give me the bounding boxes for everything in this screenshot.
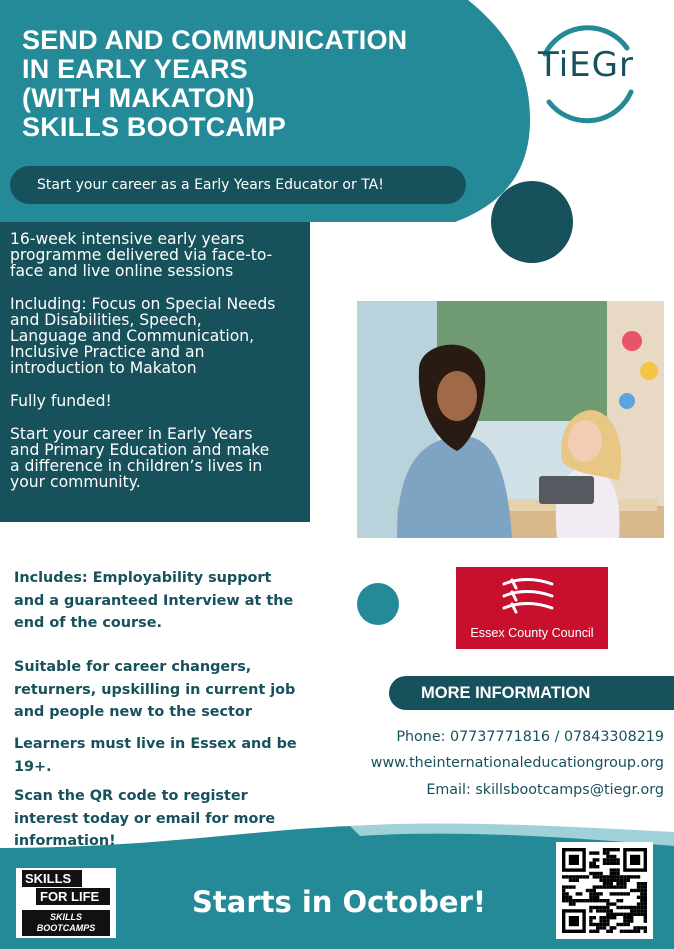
info-line: Start your career in Early Years: [10, 425, 253, 443]
eligibility-text: [14, 733, 314, 778]
text-line: Learners must live in Essex and be: [14, 736, 297, 752]
badge-line: BOOTCAMPS: [36, 923, 96, 933]
register-text: [14, 785, 314, 853]
qr-code-container[interactable]: [556, 842, 653, 939]
info-paragraph: [10, 231, 310, 279]
title-line: SKILLS BOOTCAMP: [22, 112, 286, 142]
info-line: 16-week intensive early years: [10, 230, 245, 248]
title-line: (WITH MAKATON): [22, 83, 255, 113]
badge-line: SKILLS: [49, 912, 82, 922]
page-title: [22, 26, 462, 142]
info-line: your community.: [10, 473, 141, 491]
badge-line: SKILLS: [22, 870, 82, 887]
start-date-banner: Starts in October!: [192, 885, 487, 919]
badge-subtext: [22, 910, 110, 936]
more-information-heading: MORE INFORMATION: [389, 676, 674, 710]
email-link[interactable]: Email: skillsbootcamps@tiegr.org: [426, 782, 664, 798]
info-line: introduction to Makaton: [10, 359, 197, 377]
tiegr-logo-text: TiEGr: [538, 45, 634, 85]
title-line: IN EARLY YEARS: [22, 54, 248, 84]
phone-numbers[interactable]: Phone: 07737771816 / 07843308219: [396, 729, 664, 745]
skills-for-life-badge: [16, 868, 116, 938]
info-line: Fully funded!: [10, 392, 112, 410]
badge-line: FOR LIFE: [36, 888, 110, 905]
info-line: and Disabilities, Speech,: [10, 311, 202, 329]
website-link[interactable]: www.theinternationaleducationgroup.org: [370, 755, 664, 771]
text-line: Scan the QR code to register: [14, 788, 248, 804]
decorative-circle: [357, 583, 399, 625]
text-line: Suitable for career changers,: [14, 659, 252, 675]
text-line: information!: [14, 833, 116, 849]
text-line: end of the course.: [14, 615, 162, 631]
info-paragraph: [10, 426, 310, 490]
info-line: a difference in children’s lives in: [10, 457, 263, 475]
info-line: face and live online sessions: [10, 262, 234, 280]
text-line: and people new to the sector: [14, 704, 252, 720]
essex-county-council-crest-icon: [496, 574, 568, 622]
text-line: interest today or email for more: [14, 810, 276, 827]
text-line: 19+.: [14, 758, 52, 775]
text-line: Includes: Employability support: [14, 570, 272, 586]
text-line: returners, upskilling in current job: [14, 681, 296, 698]
tagline-banner: Start your career as a Early Years Educator or TA!: [10, 166, 466, 204]
info-line: Including: Focus on Special Needs: [10, 295, 276, 313]
info-line: and Primary Education and make: [10, 441, 270, 459]
qr-code-icon[interactable]: [562, 848, 647, 933]
employability-text: [14, 567, 314, 635]
programme-info-box: [0, 222, 310, 522]
text-line: and a guaranteed Interview at the: [14, 592, 294, 609]
info-paragraph: [10, 393, 310, 409]
title-line: SEND AND COMMUNICATION: [22, 25, 408, 55]
info-line: Inclusive Practice and an: [10, 343, 205, 361]
classroom-photo: [357, 301, 664, 538]
info-paragraph: [10, 296, 310, 376]
info-line: programme delivered via face-to-: [10, 246, 273, 264]
partner-name: Essex County Council: [470, 626, 594, 640]
decorative-circle: [491, 181, 573, 263]
suitability-text: [14, 656, 314, 724]
info-line: Language and Communication,: [10, 327, 255, 345]
